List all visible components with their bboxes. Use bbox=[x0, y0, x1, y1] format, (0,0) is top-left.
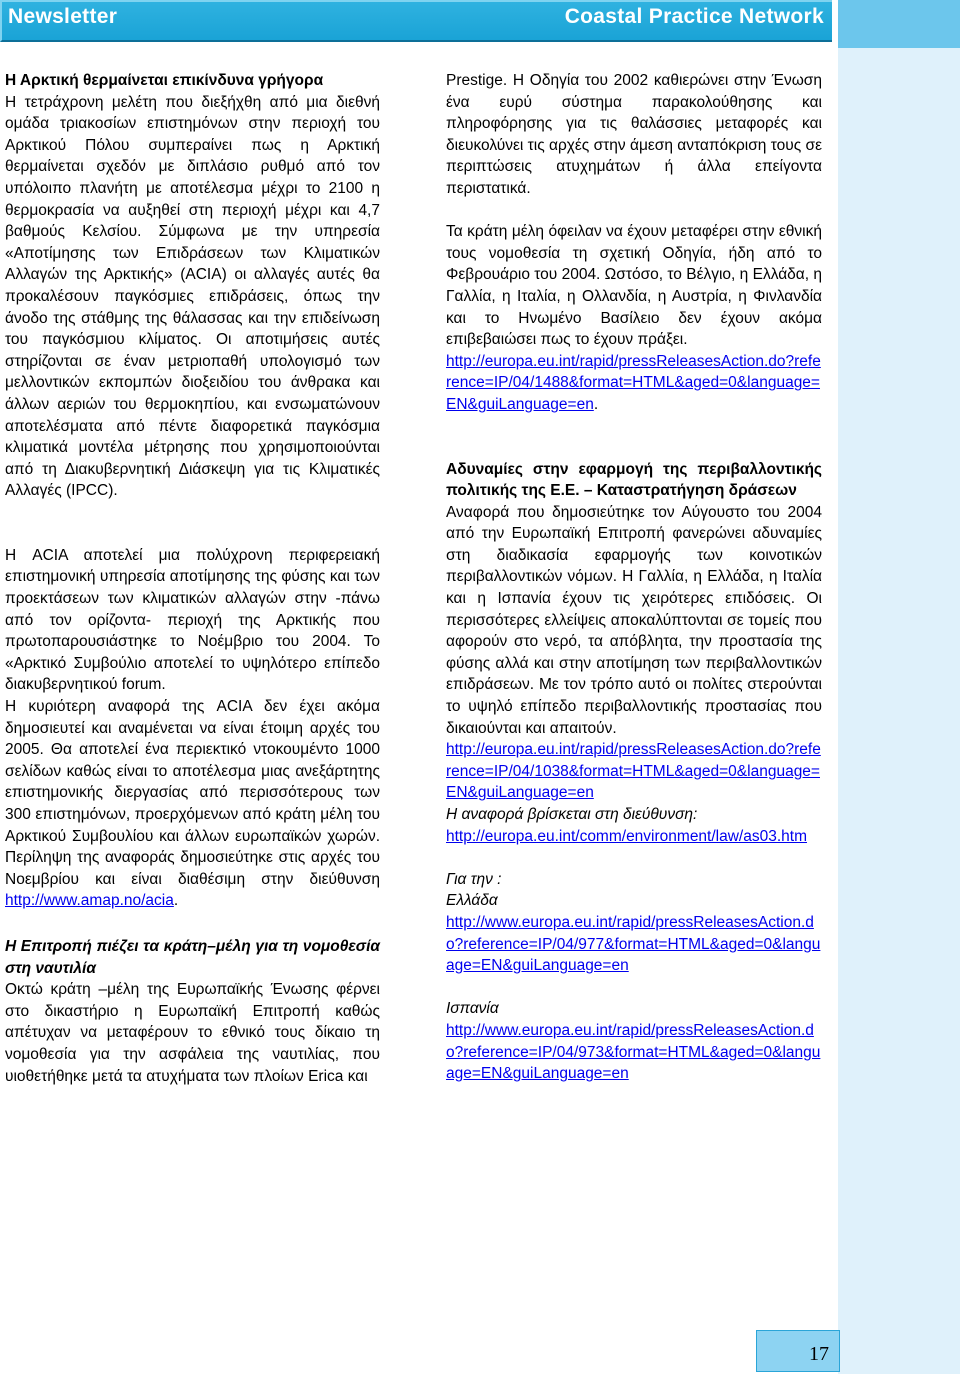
press-link-1488[interactable]: http://europa.eu.int/rapid/pressReleasesAction.do?reference=IP/04/1488&format=HTML&aged=0&language=EN&guiLanguage=en. bbox=[446, 352, 821, 413]
article-paragraph: Αναφορά που δημοσιεύτηκε τον Αύγουστο του 2004 από την Ευρωπαϊκή Επιτροπή φανερώνει αδυναμίες στη διαδικασία εφαρμογής των κοινοτικών περιβαλλοντικών νόμων. Η Γαλλία, η Ελλάδα, η Ιταλία και η Ισπανία έχουν τις χειρότερες επιδόσεις. Οι περισσότερες ελλείψεις αποκαλύπτονται σε τομείς που αφορούν στο νερό, τα απόβλητα, την προστασία της φύσης αλλά και στην αποτίμηση των περιβαλλοντικών επιδράσεων. Με τον τρόπο αυτό οι πολίτες στερούνται το υψηλό επίπεδο περιβαλλοντικής προστασίας που δικαιούνται και απαιτούν. bbox=[446, 503, 822, 737]
article-title-arctic: Η Αρκτική θερμαίνεται επικίνδυνα γρήγορα bbox=[5, 72, 324, 89]
for-label: Για την : bbox=[446, 870, 502, 888]
greece-link[interactable]: http://www.europa.eu.int/rapid/pressReleasesAction.do?reference=IP/04/977&format=HTML&aged=0&language=EN&guiLanguage=en bbox=[446, 913, 821, 975]
report-label: Η αναφορά βρίσκεται στη διεύθυνση: bbox=[446, 806, 698, 823]
left-column bbox=[5, 70, 380, 1087]
amap-link[interactable]: http://www.amap.no/acia bbox=[5, 892, 174, 910]
article-paragraph: Τα κράτη μέλη όφειλαν να έχουν μεταφέρει στην εθνική τους νομοθεσία τη σχετική Οδηγία, ήδη από το Φεβρουάριο του 2004. Ωστόσο, το Βέλγιο, η Ελλάδα, η Γαλλία, η Ιταλία, η Ολλανδία, η Αυστρία, η Φινλανδία και το Ηνωμένο Βασίλειο δεν έχουν ακόμα επιβεβαιώσει πως το έχουν πράξει. bbox=[446, 223, 822, 349]
article-title-shipping: Η Επιτροπή πιέζει τα κράτη–μέλη για τη νομοθεσία στη ναυτιλία bbox=[5, 937, 380, 977]
side-band-top bbox=[838, 0, 960, 48]
newsletter-title: Newsletter bbox=[8, 5, 118, 28]
network-title: Coastal Practice Network bbox=[564, 5, 824, 28]
spain-link[interactable]: http://www.europa.eu.int/rapid/pressReleasesAction.do?reference=IP/04/973&format=HTML&aged=0&language=EN&guiLanguage=en bbox=[446, 1021, 821, 1083]
side-band bbox=[838, 0, 960, 1374]
greece-label: Ελλάδα bbox=[446, 892, 498, 910]
article-paragraph: Οκτώ κράτη –μέλη της Ευρωπαϊκής Ένωσης φέρνει στο δικαστήριο η Ευρωπαϊκή Επιτροπή καθώς απέτυχαν να μεταφέρουν το εθνικό τους δίκαιο τη νομοθεσία για την ασφάλεια της ναυτιλίας, που υιοθετήθηκε μετά τα ατυχήματα των πλοίων Erica και bbox=[5, 981, 380, 1085]
article-paragraph: Η κυριότερη αναφορά της ACIA δεν έχει ακόμα δημοσιευτεί και αναμένεται να είναι έτοιμη αρχές του 2005. Θα αποτελεί ένα περιεκτικό ντοκουμέντο 1000 σελίδων καθώς είναι το αποτέλεσμα μιας ανεξάρτητης επιστημονικής διεργασίας από περισσότερους των 300 επιστημόνων, προερχόμενων από κράτη μέλη του Αρκτικού Συμβουλίου και άλλων ευρωπαϊκών χωρών. Περίληψη της αναφοράς δημοσιεύτηκε στις αρχές του Νοεμβρίου και είναι διαθέσιμη στην διεύθυνση http://www.amap.no/acia. bbox=[5, 698, 380, 910]
press-link-1038[interactable]: http://europa.eu.int/rapid/pressReleasesAction.do?reference=IP/04/1038&format=HTML&aged=0&language=EN&guiLanguage=en bbox=[446, 741, 821, 802]
right-column bbox=[446, 70, 822, 1085]
page-number-box bbox=[756, 1330, 840, 1372]
article-title-ee: Αδυναμίες στην εφαρμογή της περιβαλλοντικής πολιτικής της Ε.Ε. – Καταστρατήγηση δράσεων bbox=[446, 460, 822, 500]
environment-law-link[interactable]: http://europa.eu.int/comm/environment/law/as03.htm bbox=[446, 827, 807, 845]
article-paragraph: Prestige. Η Οδηγία του 2002 καθιερώνει στην Ένωση ένα ευρύ σύστημα παρακολούθησης και πληροφόρησης για τις θαλάσσιες μεταφορές και διευκολύνει τις αρχές στην άμεση ανταπόκριση τους σε περιπτώσεις ατυχημάτων ή άλλα επείγοντα περιστατικά. bbox=[446, 72, 822, 197]
article-paragraph: Η ACIA αποτελεί μια πολύχρονη περιφερειακή επιστημονική υπηρεσία αποτίμησης της φύσης και των προεκτάσεων των κλιματικών αλλαγών στην -πάνω από τον ορίζοντα- περιοχή της Αρκτικής που πρωτοπαρουσιάστηκε το Νοέμβριο του 2004. Το «Αρκτικό Συμβούλιο αποτελεί το υψηλότερο επίπεδο διακυβερνητικού forum. bbox=[5, 546, 380, 694]
newsletter-header bbox=[0, 0, 832, 42]
article-paragraph: Η τετράχρονη μελέτη που διεξήχθη από μια διεθνή ομάδα τριακοσίων επιστημόνων στην περιοχή του Αρκτικού Πόλου συμπεραίνει πως η Αρκτική θερμαίνεται σχεδόν με διπλάσιο ρυθμό από τον υπόλοιπο πλανήτη με αποτέλεσμα μέχρι το 2100 η θερμοκρασία να αυξηθεί στη περιοχή μέχρι και 4,7 βαθμούς Κελσίου. Σύμφωνα με την υπηρεσία «Αποτίμησης των Επιδράσεων των Κλιματικών Αλλαγών της Αρκτικής» (ACIA) οι αλλαγές αυτές θα προκαλέσουν παγκόσμιες επιδράσεις, όπως την άνοδο της στάθμης της θάλασσας και την επιδείνωση του παγκόσμιου κλίματος. Οι αποτιμήσεις αυτές στηρίζονται σε έναν μετριοπαθή υπολογισμό των μελλοντικών εκπομπών διοξειδίου του άνθρακα και άλλων αεριών του θερμοκηπίου, και ενσωματώνουν αποτελέσματα από πέντε διαφορετικά παγκόσμια κλιματικά μοντέλα μέτρησης που χρησιμοποιούνται από τη Διακυβερνητική Διάσκεψη για τις Κλιματικές Αλλαγές (IPCC). bbox=[5, 93, 380, 500]
page-number: 17 bbox=[809, 1343, 829, 1365]
spain-label: Ισπανία bbox=[446, 1000, 499, 1018]
